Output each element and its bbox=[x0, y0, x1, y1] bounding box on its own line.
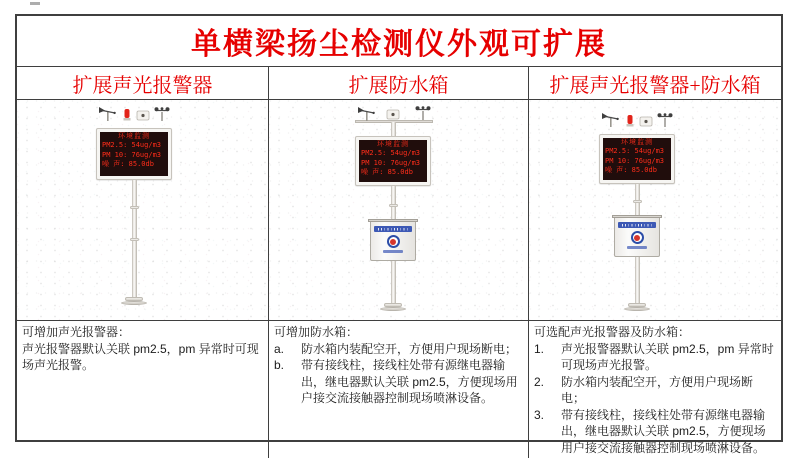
spec-table bbox=[15, 14, 783, 455]
led-line-pm25: PM2.5: 54ug/m3 bbox=[361, 149, 421, 157]
description-intro: 可增加防水箱： bbox=[274, 325, 359, 339]
dust-sensor-icon bbox=[639, 116, 653, 128]
image-row bbox=[17, 100, 781, 321]
wind-cups-icon bbox=[657, 112, 673, 128]
page-title: 单横梁扬尘检测仪外观可扩展 bbox=[191, 28, 607, 61]
description-intro: 可增加声光报警器： bbox=[22, 325, 131, 339]
description-item bbox=[534, 407, 775, 457]
led-screen bbox=[603, 138, 671, 180]
column-header-waterproof-box: 扩展防水箱 bbox=[269, 67, 529, 100]
sensor-cluster bbox=[601, 112, 673, 128]
led-line-pm10: PM 10: 76ug/m3 bbox=[361, 158, 421, 167]
led-display bbox=[355, 136, 431, 186]
item-marker: 1. bbox=[534, 341, 545, 356]
pole-collar bbox=[389, 204, 398, 207]
box-caption-bar bbox=[627, 246, 647, 249]
sensor-cluster bbox=[98, 106, 170, 122]
description-cell-combo bbox=[529, 321, 781, 458]
led-title: 环境监测 bbox=[377, 140, 409, 148]
led-line-noise: 噪 声: 85.0db bbox=[102, 160, 154, 168]
item-text: 防水箱内装配空开，方便用户现场断电； bbox=[561, 374, 754, 405]
scan-artifact-mark bbox=[30, 2, 40, 5]
wind-vane-icon bbox=[357, 106, 377, 122]
description-item bbox=[534, 341, 775, 374]
led-line-pm25: PM2.5: 54ug/m3 bbox=[102, 141, 162, 149]
led-display bbox=[96, 128, 172, 180]
item-marker: b. bbox=[274, 358, 285, 372]
column-header-alarm: 扩展声光报警器 bbox=[17, 67, 269, 100]
pole-base-foot bbox=[121, 301, 147, 305]
led-line-pm25: PM2.5: 54ug/m3 bbox=[605, 147, 665, 155]
pole-base-foot bbox=[380, 307, 406, 311]
box-label-band bbox=[374, 226, 412, 232]
description-item bbox=[274, 357, 522, 407]
box-caption-bar bbox=[383, 250, 403, 253]
wind-vane-icon bbox=[601, 112, 621, 128]
image-cell-combo bbox=[529, 100, 781, 321]
waterproof-box-lid bbox=[368, 219, 418, 222]
item-marker: 2. bbox=[534, 374, 545, 389]
box-logo-core bbox=[634, 235, 640, 241]
led-title: 环境监测 bbox=[118, 132, 150, 140]
led-screen bbox=[359, 140, 427, 182]
wind-cups-icon bbox=[415, 105, 431, 121]
image-cell-alarm bbox=[17, 100, 269, 321]
item-text: 防水箱内装配空开，方便用户现场断电； bbox=[301, 341, 518, 356]
wind-vane-icon bbox=[98, 106, 118, 122]
waterproof-box bbox=[370, 219, 416, 261]
led-line-pm10: PM 10: 76ug/m3 bbox=[102, 150, 162, 159]
description-cell-alarm bbox=[17, 321, 269, 458]
waterproof-box-lid bbox=[612, 215, 662, 218]
dust-sensor-icon bbox=[136, 110, 150, 122]
led-line-noise: 噪 声: 85.0db bbox=[605, 166, 657, 174]
description-cell-waterproof-box bbox=[269, 321, 529, 458]
header-row bbox=[17, 67, 781, 100]
description-item bbox=[534, 374, 775, 407]
box-label-band bbox=[618, 222, 656, 228]
pole-base-foot bbox=[624, 307, 650, 311]
column-header-combo: 扩展声光报警器+防水箱 bbox=[529, 67, 781, 100]
led-title: 环境监测 bbox=[621, 138, 653, 146]
pole-collar bbox=[130, 238, 139, 241]
item-text: 带有接线柱，接线柱处带有源继电器输出，继电器默认关联 pm2.5，方便现场用户接交流接触器控制现场喷淋设备。 bbox=[301, 358, 518, 405]
item-text: 带有接线柱，接线柱处带有源继电器输出，继电器默认关联 pm2.5，方便现场用户接交流接触器控制现场喷淋设备。 bbox=[561, 407, 766, 455]
box-logo bbox=[631, 231, 644, 244]
led-screen bbox=[100, 132, 168, 176]
item-marker: a. bbox=[274, 341, 285, 356]
item-text: 声光报警器默认关联 pm2.5，pm 异常时可现场声光报警。 bbox=[561, 341, 774, 372]
image-cell-waterproof-box bbox=[269, 100, 529, 321]
waterproof-box bbox=[614, 215, 660, 257]
description-item bbox=[274, 341, 522, 358]
description-row bbox=[17, 321, 781, 458]
title-row bbox=[17, 16, 781, 67]
led-display bbox=[599, 134, 675, 184]
box-logo bbox=[387, 235, 400, 248]
item-marker: 3. bbox=[534, 407, 545, 422]
pole-collar bbox=[633, 200, 642, 203]
led-line-noise: 噪 声: 85.0db bbox=[361, 168, 413, 176]
wind-cups-icon bbox=[154, 106, 170, 122]
led-line-pm10: PM 10: 76ug/m3 bbox=[605, 156, 665, 165]
alarm-beacon-icon bbox=[625, 114, 635, 128]
description-intro: 可选配声光报警器及防水箱： bbox=[534, 325, 691, 339]
pole-collar bbox=[130, 206, 139, 209]
box-logo-core bbox=[390, 239, 396, 245]
alarm-beacon-icon bbox=[122, 108, 132, 122]
description-paragraph: 声光报警器默认关联 pm2.5，pm 异常时可现场声光报警。 bbox=[22, 341, 259, 372]
dust-sensor-icon bbox=[386, 109, 400, 121]
